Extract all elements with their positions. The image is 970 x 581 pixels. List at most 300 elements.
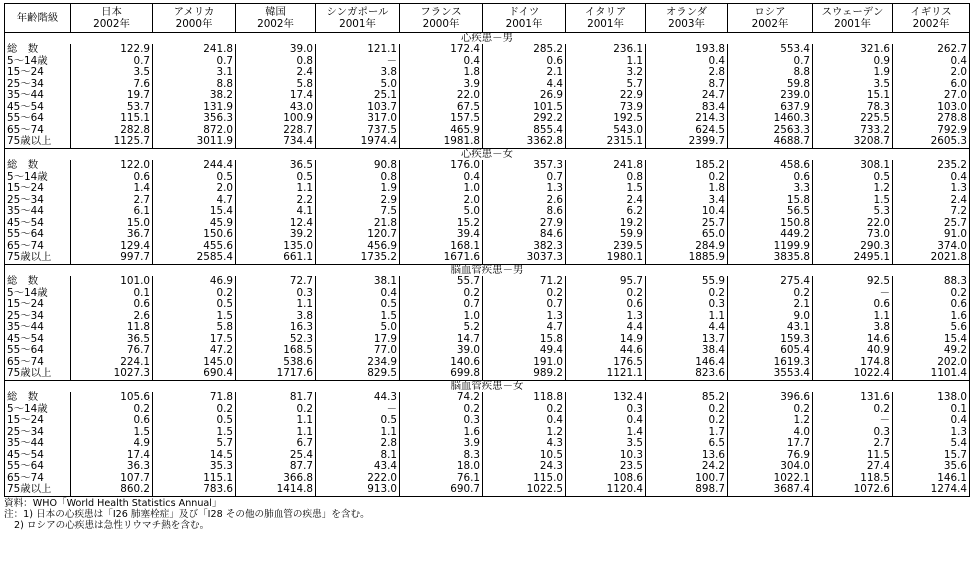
value-cell: 2399.7 (646, 136, 728, 148)
value-cell: 1974.4 (316, 136, 400, 148)
age-group-cell: 総 数 (5, 392, 71, 404)
value-cell: 0.3 (566, 404, 646, 416)
value-cell: 3208.7 (813, 136, 893, 148)
value-cell: 44.3 (316, 392, 400, 404)
value-cell: 6.2 (566, 206, 646, 218)
value-cell: 0.2 (400, 404, 483, 416)
value-cell: 4.0 (728, 427, 813, 439)
value-cell: 172.4 (400, 44, 483, 56)
value-cell: 357.3 (483, 160, 566, 172)
value-cell: 2.0 (400, 195, 483, 207)
value-cell: 1.1 (566, 56, 646, 68)
value-cell: 1.1 (236, 299, 316, 311)
value-cell: 115.1 (71, 113, 153, 125)
value-cell: 115.0 (483, 473, 566, 485)
value-cell: 898.7 (646, 484, 728, 496)
table-row (5, 276, 970, 288)
value-cell: 95.7 (566, 276, 646, 288)
value-cell: 17.4 (236, 90, 316, 102)
value-cell: 214.3 (646, 113, 728, 125)
value-cell: 47.2 (153, 345, 236, 357)
value-cell: 2.6 (71, 311, 153, 323)
value-cell: 382.3 (483, 241, 566, 253)
value-cell: 1.6 (400, 427, 483, 439)
age-group-cell: 15～24 (5, 415, 71, 427)
value-cell: 228.7 (236, 125, 316, 137)
value-cell: 74.2 (400, 392, 483, 404)
table-row (5, 299, 970, 311)
value-cell: 605.4 (728, 345, 813, 357)
value-cell: 73.0 (813, 229, 893, 241)
table-row (5, 392, 970, 404)
value-cell: 860.2 (71, 484, 153, 496)
value-cell: 0.6 (71, 415, 153, 427)
value-cell: 0.3 (813, 427, 893, 439)
value-cell: 3553.4 (728, 368, 813, 380)
value-cell: 0.4 (400, 56, 483, 68)
value-cell: 21.8 (316, 218, 400, 230)
value-cell: 374.0 (893, 241, 970, 253)
value-cell: 1.1 (646, 311, 728, 323)
value-cell: 59.8 (728, 79, 813, 91)
value-cell: 1460.3 (728, 113, 813, 125)
value-cell: 0.7 (153, 56, 236, 68)
value-cell: 1022.1 (728, 473, 813, 485)
value-cell: 6.1 (71, 206, 153, 218)
value-cell: 5.6 (893, 322, 970, 334)
value-cell: 15.4 (153, 206, 236, 218)
value-cell: 234.9 (316, 357, 400, 369)
country-header (236, 4, 316, 33)
value-cell: 43.1 (728, 322, 813, 334)
value-cell: 222.0 (316, 473, 400, 485)
value-cell: 0.3 (646, 299, 728, 311)
value-cell: 1.5 (566, 183, 646, 195)
country-name: 韓国 (265, 6, 286, 18)
value-cell: 0.2 (646, 172, 728, 184)
footnote-2: 2) ロシアの心疾患は急性リウマチ熱を含む。 (14, 520, 210, 532)
value-cell: 122.0 (71, 160, 153, 172)
country-name: フランス (420, 6, 462, 18)
value-cell: 5.7 (566, 79, 646, 91)
value-cell: 17.9 (316, 334, 400, 346)
value-cell: 25.4 (236, 450, 316, 462)
value-cell: 2.1 (728, 299, 813, 311)
value-cell: 2.4 (566, 195, 646, 207)
value-cell: 1.5 (316, 311, 400, 323)
value-cell: 6.5 (646, 438, 728, 450)
value-cell: 0.2 (153, 288, 236, 300)
value-cell: 0.7 (483, 299, 566, 311)
value-cell: 13.6 (646, 450, 728, 462)
value-cell: 3.8 (316, 67, 400, 79)
value-cell: 1.6 (893, 311, 970, 323)
value-cell: 4.7 (153, 195, 236, 207)
value-cell: 0.1 (71, 288, 153, 300)
value-cell: 1.8 (400, 67, 483, 79)
value-cell: 168.5 (236, 345, 316, 357)
value-cell: 108.6 (566, 473, 646, 485)
value-cell: 1125.7 (71, 136, 153, 148)
table-body (5, 33, 970, 497)
value-cell: 39.4 (400, 229, 483, 241)
header-row (5, 4, 970, 33)
value-cell: 1735.2 (316, 252, 400, 264)
value-cell: 0.6 (71, 172, 153, 184)
value-cell: 0.8 (316, 172, 400, 184)
value-cell: 366.8 (236, 473, 316, 485)
value-cell: 304.0 (728, 461, 813, 473)
value-cell: 0.1 (893, 404, 970, 416)
value-cell: 465.9 (400, 125, 483, 137)
age-group-cell: 25～34 (5, 79, 71, 91)
value-cell: 45.9 (153, 218, 236, 230)
table-row (5, 438, 970, 450)
value-cell: 538.6 (236, 357, 316, 369)
value-cell: 39.0 (236, 44, 316, 56)
value-cell: 10.5 (483, 450, 566, 462)
value-cell: 0.2 (646, 415, 728, 427)
value-cell: 1.0 (400, 183, 483, 195)
value-cell: 85.2 (646, 392, 728, 404)
value-cell: 4.4 (566, 322, 646, 334)
value-cell: 59.9 (566, 229, 646, 241)
country-name: イタリア (584, 6, 627, 18)
value-cell: 103.7 (316, 102, 400, 114)
value-cell: 1.7 (646, 427, 728, 439)
value-cell: 1027.3 (71, 368, 153, 380)
value-cell: 0.3 (400, 415, 483, 427)
value-cell: 855.4 (483, 125, 566, 137)
value-cell: 699.8 (400, 368, 483, 380)
country-header (71, 4, 153, 33)
table-row (5, 252, 970, 264)
value-cell: 0.6 (566, 299, 646, 311)
value-cell: 3.9 (400, 79, 483, 91)
value-cell: 455.6 (153, 241, 236, 253)
value-cell: 36.7 (71, 229, 153, 241)
value-cell: 1.1 (236, 427, 316, 439)
value-cell: 0.2 (566, 288, 646, 300)
value-cell: 0.2 (236, 404, 316, 416)
value-cell: 872.0 (153, 125, 236, 137)
value-cell: 1.4 (71, 183, 153, 195)
value-cell: 737.5 (316, 125, 400, 137)
value-cell: 43.0 (236, 102, 316, 114)
country-header (566, 4, 646, 33)
age-group-cell: 35～44 (5, 206, 71, 218)
value-cell: 1.5 (813, 195, 893, 207)
value-cell: 49.2 (893, 345, 970, 357)
age-group-cell: 15～24 (5, 67, 71, 79)
value-cell: 236.1 (566, 44, 646, 56)
table-row (5, 322, 970, 334)
value-cell: 55.7 (400, 276, 483, 288)
value-cell: 1.1 (236, 183, 316, 195)
value-cell: 0.7 (71, 56, 153, 68)
value-cell: 192.5 (566, 113, 646, 125)
age-group-cell: 45～54 (5, 450, 71, 462)
value-cell: 65.0 (646, 229, 728, 241)
value-cell: 0.5 (316, 415, 400, 427)
value-cell: 5.8 (236, 79, 316, 91)
value-cell: 0.2 (483, 404, 566, 416)
value-cell: 10.4 (646, 206, 728, 218)
value-cell: 1.5 (153, 311, 236, 323)
value-cell: 27.4 (813, 461, 893, 473)
value-cell: 39.2 (236, 229, 316, 241)
value-cell: 0.2 (728, 404, 813, 416)
value-cell: 84.6 (483, 229, 566, 241)
table-row (5, 415, 970, 427)
value-cell: 23.5 (566, 461, 646, 473)
document (4, 3, 967, 532)
value-cell: 1981.8 (400, 136, 483, 148)
value-cell: 4.4 (483, 79, 566, 91)
value-cell: 661.1 (236, 252, 316, 264)
value-cell: 76.1 (400, 473, 483, 485)
value-cell: 0.8 (236, 56, 316, 68)
value-cell: 0.7 (728, 56, 813, 68)
table-row (5, 136, 970, 148)
value-cell: 637.9 (728, 102, 813, 114)
age-group-cell: 総 数 (5, 160, 71, 172)
value-cell: 1.9 (813, 67, 893, 79)
value-cell: 6.0 (893, 79, 970, 91)
value-cell: 91.0 (893, 229, 970, 241)
value-cell: 1.2 (483, 427, 566, 439)
value-cell: 2.7 (71, 195, 153, 207)
value-cell: 1101.4 (893, 368, 970, 380)
value-cell: 100.9 (236, 113, 316, 125)
value-cell: 5.3 (813, 206, 893, 218)
value-cell: 690.4 (153, 368, 236, 380)
country-name: ドイツ (508, 6, 540, 18)
value-cell: 11.5 (813, 450, 893, 462)
value-cell: 13.7 (646, 334, 728, 346)
data-year: 2002年 (912, 18, 950, 30)
value-cell: 3.5 (71, 67, 153, 79)
value-cell: 2495.1 (813, 252, 893, 264)
value-cell: 140.6 (400, 357, 483, 369)
value-cell: 25.1 (316, 90, 400, 102)
age-group-cell: 55～64 (5, 229, 71, 241)
value-cell: 25.7 (893, 218, 970, 230)
value-cell: 1120.4 (566, 484, 646, 496)
value-cell: 3362.8 (483, 136, 566, 148)
value-cell: 138.0 (893, 392, 970, 404)
age-group-cell: 75歳以上 (5, 252, 71, 264)
value-cell: 543.0 (566, 125, 646, 137)
value-cell: 0.5 (153, 415, 236, 427)
value-cell: 17.5 (153, 334, 236, 346)
value-cell: 3.9 (400, 438, 483, 450)
section-title: 心疾患－男 (5, 33, 970, 45)
value-cell: 0.5 (153, 172, 236, 184)
value-cell: 0.6 (813, 299, 893, 311)
value-cell: 1.1 (813, 311, 893, 323)
value-cell: 131.9 (153, 102, 236, 114)
value-cell: 0.6 (728, 172, 813, 184)
data-year: 2002年 (93, 18, 130, 30)
value-cell: 9.0 (728, 311, 813, 323)
value-cell: 0.4 (566, 415, 646, 427)
value-cell: 38.1 (316, 276, 400, 288)
value-cell: 0.4 (893, 415, 970, 427)
value-cell: － (316, 404, 400, 416)
value-cell: 0.7 (483, 172, 566, 184)
table-row (5, 461, 970, 473)
age-group-cell: 65～74 (5, 473, 71, 485)
age-group-cell: 65～74 (5, 125, 71, 137)
value-cell: 0.2 (646, 404, 728, 416)
value-cell: 202.0 (893, 357, 970, 369)
country-name: アメリカ (173, 6, 215, 18)
value-cell: 2315.1 (566, 136, 646, 148)
value-cell: 174.8 (813, 357, 893, 369)
value-cell: 5.0 (316, 322, 400, 334)
value-cell: 244.4 (153, 160, 236, 172)
data-year: 2001年 (339, 18, 376, 30)
value-cell: 829.5 (316, 368, 400, 380)
value-cell: 1.1 (236, 415, 316, 427)
value-cell: 36.5 (236, 160, 316, 172)
value-cell: 22.0 (400, 90, 483, 102)
value-cell: 262.7 (893, 44, 970, 56)
value-cell: 11.8 (71, 322, 153, 334)
value-cell: 26.9 (483, 90, 566, 102)
data-year: 2000年 (175, 18, 213, 30)
value-cell: 3687.4 (728, 484, 813, 496)
age-group-header: 年齢階級 (5, 4, 71, 33)
value-cell: 36.5 (71, 334, 153, 346)
value-cell: 553.4 (728, 44, 813, 56)
value-cell: 2.4 (893, 195, 970, 207)
value-cell: 783.6 (153, 484, 236, 496)
value-cell: 131.6 (813, 392, 893, 404)
value-cell: 101.0 (71, 276, 153, 288)
value-cell: 0.2 (71, 404, 153, 416)
data-year: 2001年 (587, 18, 624, 30)
value-cell: 284.9 (646, 241, 728, 253)
value-cell: 1022.4 (813, 368, 893, 380)
value-cell: 132.4 (566, 392, 646, 404)
section-title: 脳血管疾患－女 (5, 380, 970, 392)
value-cell: 3.8 (813, 322, 893, 334)
country-name: ロシア (754, 6, 786, 18)
value-cell: 103.0 (893, 102, 970, 114)
value-cell: 8.8 (728, 67, 813, 79)
value-cell: 129.4 (71, 241, 153, 253)
value-cell: 1.8 (646, 183, 728, 195)
value-cell: 225.5 (813, 113, 893, 125)
value-cell: 1072.6 (813, 484, 893, 496)
age-group-cell: 35～44 (5, 322, 71, 334)
value-cell: 5.0 (316, 79, 400, 91)
country-header (728, 4, 813, 33)
value-cell: 1199.9 (728, 241, 813, 253)
value-cell: 285.2 (483, 44, 566, 56)
value-cell: 15.1 (813, 90, 893, 102)
value-cell: 2.0 (893, 67, 970, 79)
value-cell: 0.5 (813, 172, 893, 184)
value-cell: － (813, 288, 893, 300)
country-name: シンガポール (326, 6, 389, 18)
value-cell: 15.0 (71, 218, 153, 230)
value-cell: 120.7 (316, 229, 400, 241)
value-cell: 0.2 (483, 288, 566, 300)
value-cell: 14.7 (400, 334, 483, 346)
value-cell: 3011.9 (153, 136, 236, 148)
value-cell: 1.0 (400, 311, 483, 323)
value-cell: 14.9 (566, 334, 646, 346)
value-cell: 19.2 (566, 218, 646, 230)
value-cell: 317.0 (316, 113, 400, 125)
value-cell: 87.7 (236, 461, 316, 473)
value-cell: 49.4 (483, 345, 566, 357)
country-header (153, 4, 236, 33)
age-group-cell: 75歳以上 (5, 484, 71, 496)
age-group-cell: 75歳以上 (5, 136, 71, 148)
value-cell: 224.1 (71, 357, 153, 369)
age-group-cell: 25～34 (5, 427, 71, 439)
value-cell: 5.0 (400, 206, 483, 218)
value-cell: 1.9 (316, 183, 400, 195)
value-cell: 191.0 (483, 357, 566, 369)
value-cell: 4.4 (646, 322, 728, 334)
value-cell: 2.9 (316, 195, 400, 207)
value-cell: 176.0 (400, 160, 483, 172)
value-cell: 176.5 (566, 357, 646, 369)
data-year: 2001年 (505, 18, 543, 30)
value-cell: 118.8 (483, 392, 566, 404)
value-cell: 241.8 (566, 160, 646, 172)
age-group-cell: 5～14歳 (5, 288, 71, 300)
value-cell: 15.4 (893, 334, 970, 346)
country-header (483, 4, 566, 33)
value-cell: 38.4 (646, 345, 728, 357)
value-cell: 356.3 (153, 113, 236, 125)
value-cell: 46.9 (153, 276, 236, 288)
value-cell: 10.3 (566, 450, 646, 462)
age-group-cell: 5～14歳 (5, 56, 71, 68)
value-cell: 146.1 (893, 473, 970, 485)
value-cell: 1.3 (893, 183, 970, 195)
value-cell: 1980.1 (566, 252, 646, 264)
value-cell: 989.2 (483, 368, 566, 380)
value-cell: 1.1 (316, 427, 400, 439)
value-cell: 396.6 (728, 392, 813, 404)
age-group-cell: 55～64 (5, 461, 71, 473)
value-cell: 734.4 (236, 136, 316, 148)
value-cell: 19.7 (71, 90, 153, 102)
value-cell: 185.2 (646, 160, 728, 172)
value-cell: 101.5 (483, 102, 566, 114)
value-cell: 14.6 (813, 334, 893, 346)
value-cell: 3037.3 (483, 252, 566, 264)
value-cell: 3.5 (813, 79, 893, 91)
value-cell: 0.4 (646, 56, 728, 68)
value-cell: 456.9 (316, 241, 400, 253)
value-cell: 78.3 (813, 102, 893, 114)
value-cell: 17.4 (71, 450, 153, 462)
value-cell: 55.9 (646, 276, 728, 288)
value-cell: 0.2 (813, 404, 893, 416)
value-cell: 241.8 (153, 44, 236, 56)
value-cell: 8.6 (483, 206, 566, 218)
value-cell: 1885.9 (646, 252, 728, 264)
notes (4, 498, 949, 532)
